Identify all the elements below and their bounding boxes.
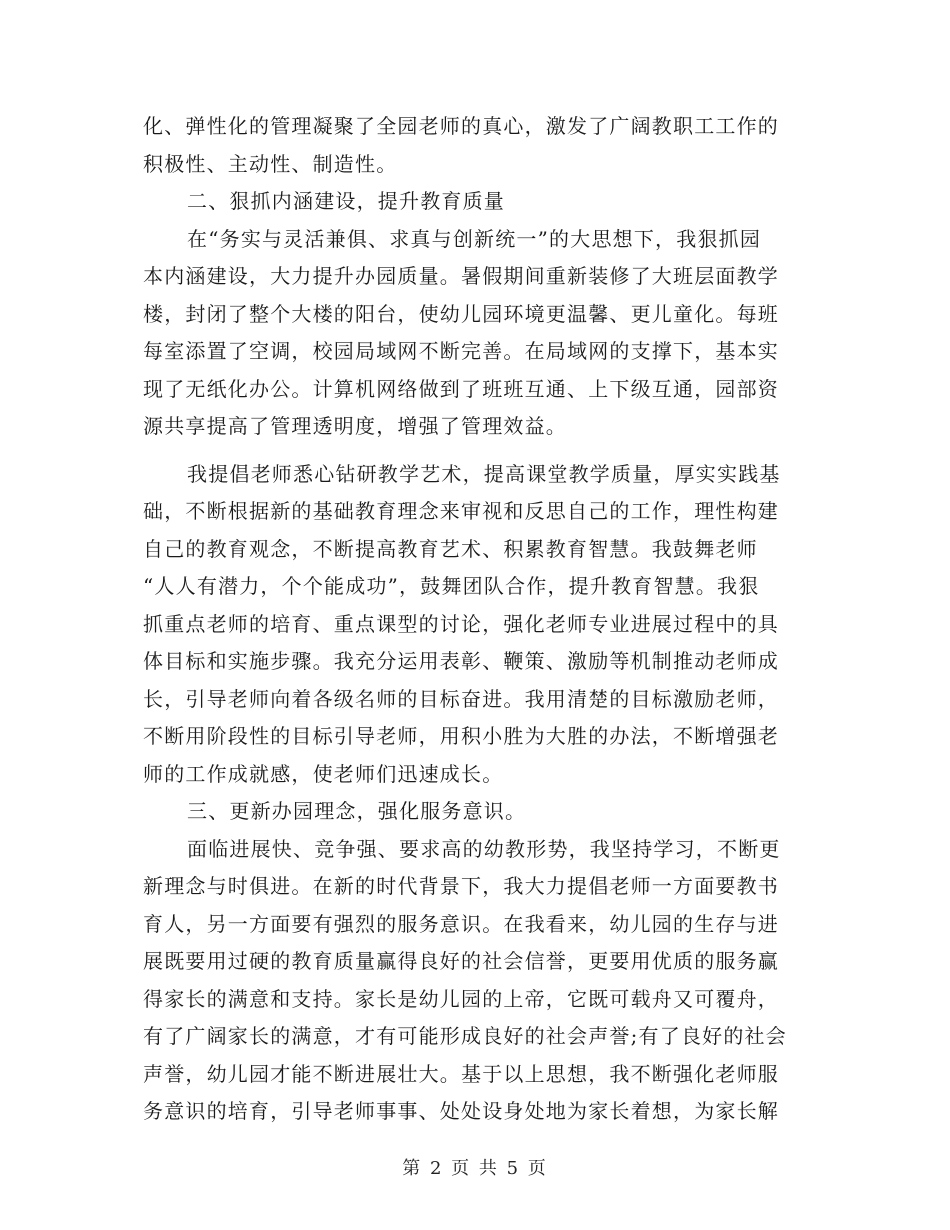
text-line: 自己的教育观念，不断提高教育艺术、积累教育智慧。我鼓舞老师: [143, 536, 758, 561]
text-line: 楼，封闭了整个大楼的阳台，使幼儿园环境更温馨、更儿童化。每班: [143, 301, 779, 326]
text-line: 我提倡老师悉心钻研教学艺术，提高课堂教学质量，厚实实践基: [187, 461, 781, 486]
text-line: 现了无纸化办公。计算机网络做到了班班互通、上下级互通，园部资: [143, 376, 779, 401]
text-line: 长，引导老师向着各级名师的目标奋进。我用清楚的目标激励老师，: [143, 686, 779, 711]
text-line: “人人有潜力，个个能成功”，鼓舞团队合作，提升教育智慧。我狠: [143, 574, 760, 598]
text-line: 育人，另一方面要有强烈的服务意识。在我看来，幼儿园的生存与进: [143, 911, 779, 936]
text-line: 每室添置了空调，校园局域网不断完善。在局域网的支撑下，基本实: [143, 339, 779, 363]
text-line: 有了广阔家长的满意，才有可能形成良好的社会声誉;有了良好的社会: [143, 1024, 787, 1048]
text-line: 不断用阶段性的目标引导老师，用积小胜为大胜的办法，不断增强老: [143, 724, 779, 748]
text-line: 务意识的培育，引导老师事事、处处设身处地为家长着想，为家长解: [143, 1099, 779, 1123]
text-line: 化、弹性化的管理凝聚了全园老师的真心，激发了广阔教职工工作的: [143, 114, 779, 138]
section-heading: 二、狠抓内涵建设，提升教育质量: [187, 189, 505, 213]
text-line: 源共享提高了管理透明度，增强了管理效益。: [143, 414, 567, 438]
text-line: 础，不断根据新的基础教育理念来审视和反思自己的工作，理性构建: [143, 499, 779, 523]
section-heading: 三、更新办园理念，强化服务意识。: [187, 799, 527, 823]
text-line: 本内涵建设，大力提升办园质量。暑假期间重新装修了大班层面教学: [143, 264, 779, 288]
text-line: 展既要用过硬的教育质量赢得良好的社会信誉，更要用优质的服务赢: [143, 949, 779, 973]
body-text: [143, 108, 808, 1131]
text-line: 在“务实与灵活兼俱、求真与创新统一”的大思想下，我狠抓园: [187, 226, 762, 251]
text-line: 新理念与时俱进。在新的时代背景下，我大力提倡老师一方面要教书: [143, 874, 779, 898]
paragraph-gap: [143, 446, 808, 456]
text-line: 抓重点老师的培育、重点课型的讨论，强化老师专业进展过程中的具: [143, 611, 779, 636]
text-line: 面临进展快、竞争强、要求高的幼教形势，我坚持学习，不断更: [187, 836, 781, 861]
text-line: 得家长的满意和支持。家长是幼儿园的上帝，它既可载舟又可覆舟，: [143, 986, 779, 1011]
text-line: 积极性、主动性、制造性。: [143, 151, 398, 176]
text-line: 声誉，幼儿园才能不断进展壮大。基于以上思想，我不断强化老师服: [143, 1061, 779, 1086]
text-line: 师的工作成就感，使老师们迅速成长。: [143, 761, 504, 786]
text-line: 体目标和实施步骤。我充分运用表彰、鞭策、激励等机制推动老师成: [143, 649, 779, 673]
page-number-footer: 第 2 页 共 5 页: [402, 1158, 548, 1179]
